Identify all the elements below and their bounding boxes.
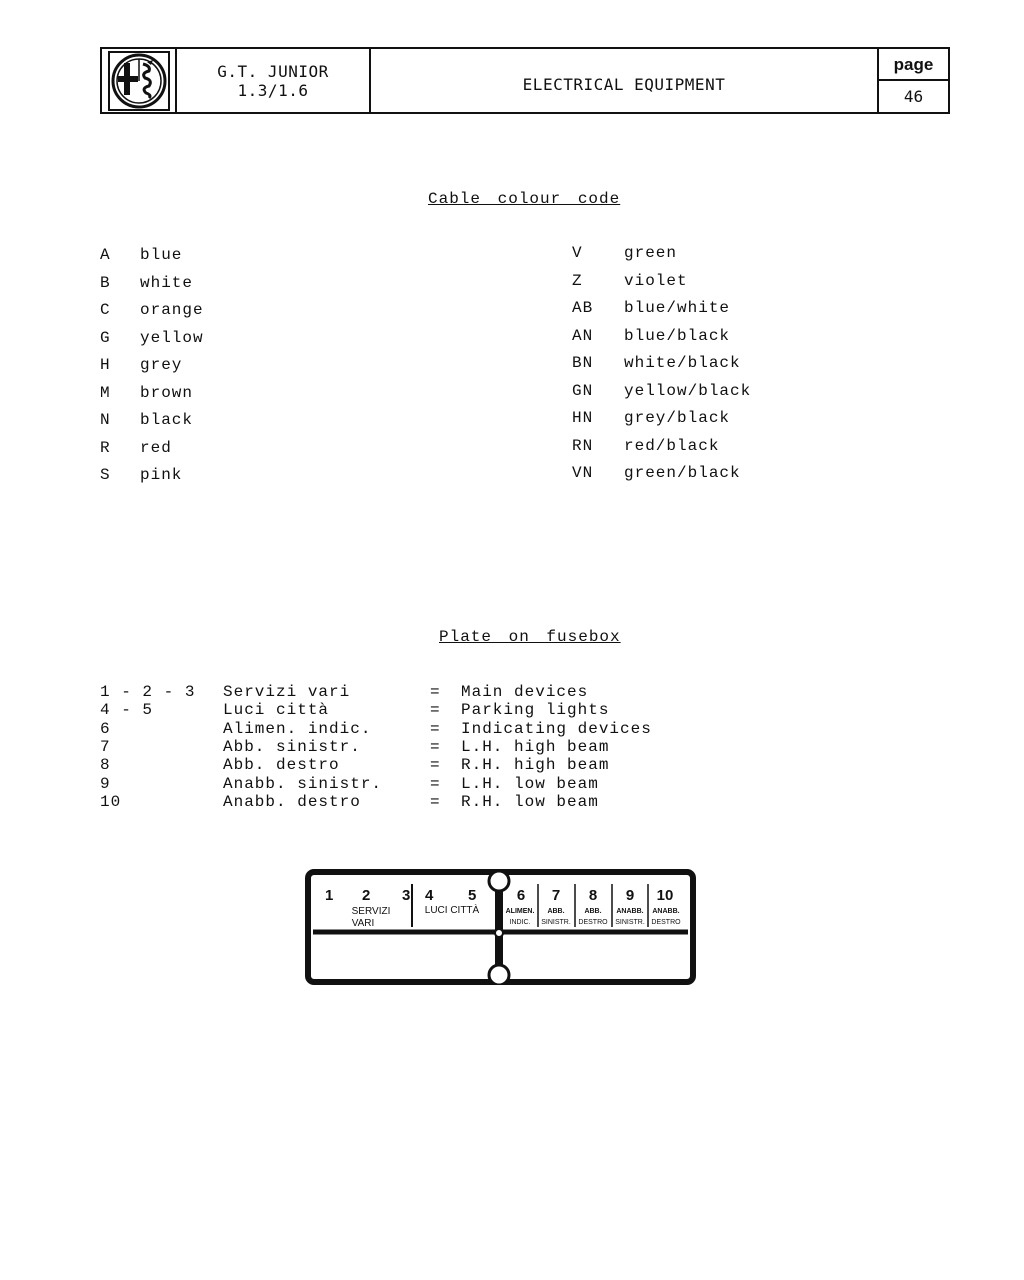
colour-name: violet — [624, 271, 688, 290]
plate-fuse-9: 9 — [625, 887, 635, 904]
italian-label: Abb. sinistr. — [223, 737, 361, 756]
colour-code-letter: M — [100, 383, 111, 402]
colour-right-row — [572, 299, 832, 319]
colour-code-letter: S — [100, 466, 111, 484]
plate-vari-label: VARI — [351, 918, 375, 929]
colour-right-row — [572, 244, 832, 264]
plate-fuse-7: 7 — [551, 887, 561, 904]
colour-code-letter: BN — [572, 354, 594, 372]
colour-name: pink — [140, 466, 183, 484]
fuse-numbers: 8 — [100, 756, 111, 775]
colour-code-letter: VN — [572, 464, 594, 482]
plate-fuse-7-line1: ABB. — [547, 908, 565, 915]
colour-code-letter: G — [100, 328, 111, 347]
equals-sign: = — [430, 701, 441, 720]
plate-fuse-7-line2: SINISTR. — [541, 919, 571, 926]
plate-fuse-1: 1 — [325, 887, 334, 904]
plate-servizi-label: SERVIZI — [351, 906, 391, 917]
colour-right-row — [572, 354, 832, 374]
equals-sign: = — [430, 737, 441, 756]
fuse-numbers: 4 - 5 — [100, 701, 154, 720]
section-title: ELECTRICAL EQUIPMENT — [371, 49, 879, 112]
page-number: 46 — [903, 87, 924, 106]
logo-cell — [102, 49, 177, 112]
colour-name: red — [140, 438, 172, 457]
colour-name: blue/black — [624, 326, 731, 345]
fuse-legend-row — [100, 701, 700, 719]
colour-code-letter: N — [100, 411, 111, 429]
fuse-plate-diagram — [305, 869, 696, 985]
english-label: Parking lights — [461, 701, 610, 720]
italian-label: Anabb. sinistr. — [223, 774, 383, 793]
english-label: L.H. low beam — [461, 774, 599, 793]
colour-code-letter: RN — [572, 436, 594, 455]
fuse-legend-row — [100, 756, 700, 774]
english-label: R.H. low beam — [461, 792, 599, 811]
colour-left-row — [100, 384, 360, 404]
colour-code-letter: B — [100, 273, 111, 292]
fuse-numbers: 10 — [100, 792, 122, 811]
page-cell — [879, 49, 948, 112]
plate-fuse-8-line2: DESTRO — [578, 919, 608, 926]
fuse-legend-row — [100, 775, 700, 793]
english-label: Main devices — [461, 683, 589, 701]
plate-fuse-8-line1: ABB. — [584, 908, 602, 915]
colour-name: yellow — [140, 328, 204, 347]
colour-name: brown — [140, 383, 194, 402]
plate-fuse-10-line2: DESTRO — [651, 919, 681, 926]
plate-fuse-6: 6 — [516, 887, 526, 904]
colour-name: black — [140, 411, 194, 429]
fuse-legend-row — [100, 738, 700, 756]
colour-name: grey — [140, 356, 183, 374]
model-engine: 1.3/1.6 — [237, 80, 309, 100]
colour-code-heading: Cable colour code — [428, 190, 621, 208]
colour-code-letter: Z — [572, 271, 583, 290]
plate-fuse-5: 5 — [468, 887, 477, 904]
colour-right-row — [572, 409, 832, 429]
colour-left-row — [100, 466, 360, 486]
plate-fuse-6-line2: INDIC. — [509, 919, 531, 926]
plate-fuse-3: 3 — [402, 887, 411, 904]
model-cell — [177, 49, 371, 112]
colour-name: white/black — [624, 354, 741, 372]
colour-right-row — [572, 382, 832, 402]
italian-label: Anabb. destro — [223, 792, 361, 811]
colour-left-row — [100, 246, 360, 266]
equals-sign: = — [430, 756, 441, 775]
plate-fuse-6-line1: ALIMEN. — [505, 908, 535, 915]
colour-left-row — [100, 439, 360, 459]
fuse-numbers: 1 - 2 - 3 — [100, 683, 196, 701]
page-header — [100, 47, 950, 114]
colour-code-letter: AN — [572, 326, 594, 345]
colour-name: yellow/black — [624, 381, 752, 400]
model-name: G.T. JUNIOR — [217, 61, 329, 81]
italian-label: Servizi vari — [223, 683, 351, 701]
fuse-numbers: 6 — [100, 719, 111, 738]
english-label: L.H. high beam — [461, 737, 610, 756]
colour-right-row — [572, 464, 832, 484]
plate-fuse-9-line1: ANABB. — [616, 908, 644, 915]
colour-right-row — [572, 327, 832, 347]
colour-left-row — [100, 274, 360, 294]
colour-left-row — [100, 356, 360, 376]
colour-code-letter: A — [100, 246, 111, 264]
colour-code-letter: R — [100, 438, 111, 457]
equals-sign: = — [430, 792, 441, 811]
colour-name: orange — [140, 301, 204, 319]
equals-sign: = — [430, 774, 441, 793]
italian-label: Luci città — [223, 701, 330, 720]
fuse-numbers: 7 — [100, 737, 111, 756]
colour-name: red/black — [624, 436, 720, 455]
fuse-legend-row — [100, 793, 700, 811]
colour-name: grey/black — [624, 409, 731, 427]
english-label: Indicating devices — [461, 719, 652, 738]
colour-code-letter: AB — [572, 299, 594, 317]
fuse-numbers: 9 — [100, 774, 111, 793]
colour-code-letter: GN — [572, 381, 594, 400]
colour-right-row — [572, 437, 832, 457]
equals-sign: = — [430, 719, 441, 738]
colour-left-row — [100, 329, 360, 349]
colour-code-letter: HN — [572, 409, 594, 427]
colour-left-row — [100, 411, 360, 431]
colour-code-letter: V — [572, 244, 583, 262]
plate-luci-label: LUCI CITTÀ — [424, 905, 480, 916]
plate-fuse-8: 8 — [588, 887, 598, 904]
fuse-legend-row — [100, 720, 700, 738]
colour-code-letter: C — [100, 301, 111, 319]
fusebox-heading: Plate on fusebox — [439, 628, 621, 646]
colour-right-row — [572, 272, 832, 292]
plate-fuse-4: 4 — [425, 887, 434, 904]
fuse-legend-row — [100, 683, 700, 701]
equals-sign: = — [430, 683, 441, 701]
plate-fuse-10-line1: ANABB. — [652, 908, 680, 915]
colour-code-letter: H — [100, 356, 111, 374]
english-label: R.H. high beam — [461, 756, 610, 775]
plate-fuse-2: 2 — [362, 887, 371, 904]
alfa-romeo-logo-icon — [107, 50, 171, 112]
colour-name: green/black — [624, 464, 741, 482]
colour-name: blue/white — [624, 299, 731, 317]
colour-name: white — [140, 273, 194, 292]
italian-label: Abb. destro — [223, 756, 340, 775]
italian-label: Alimen. indic. — [223, 719, 372, 738]
page-label: page — [879, 49, 948, 81]
colour-name: green — [624, 244, 678, 262]
colour-name: blue — [140, 246, 183, 264]
plate-fuse-9-line2: SINISTR. — [615, 919, 645, 926]
plate-fuse-10: 10 — [656, 887, 674, 904]
colour-left-row — [100, 301, 360, 321]
